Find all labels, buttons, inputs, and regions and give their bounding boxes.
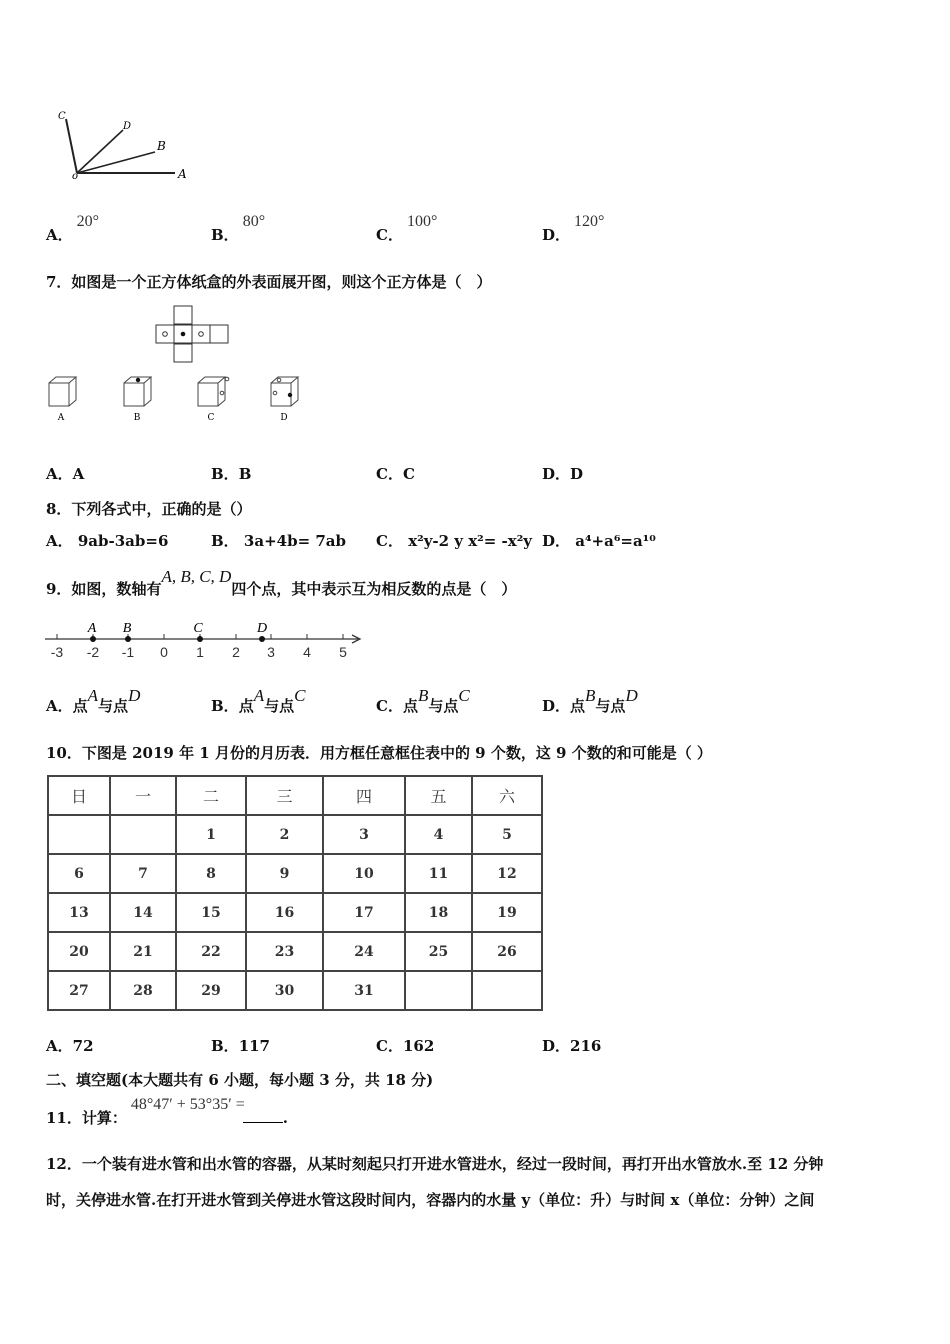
q9-option-b: B．点A与点C — [211, 686, 306, 715]
q7-option-a: A．A — [46, 465, 85, 483]
calendar-cell: 21 — [110, 932, 176, 971]
q10-option-d: D．216 — [542, 1037, 602, 1055]
q9-option-d: D．点B与点D — [542, 686, 638, 715]
calendar-cell: 30 — [246, 971, 323, 1010]
calendar-header-cell: 二 — [176, 776, 246, 815]
q6-option-c: C．100° — [376, 213, 438, 244]
calendar-row — [48, 932, 542, 971]
point-label: C — [193, 621, 203, 636]
calendar-header-cell: 日 — [48, 776, 110, 815]
calendar-cell: 12 — [472, 854, 542, 893]
calendar-cell: 26 — [472, 932, 542, 971]
q7-option-d: D．D — [542, 465, 584, 483]
calendar-row — [48, 971, 542, 1010]
calendar-cell — [48, 815, 110, 854]
fig-label: C — [58, 111, 66, 122]
axis-tick: 0 — [160, 644, 168, 660]
point-c — [197, 636, 203, 642]
calendar-cell: 11 — [405, 854, 472, 893]
calendar-table — [47, 775, 543, 1011]
calendar-cell: 24 — [323, 932, 405, 971]
q7-text: 7．如图是一个正方体纸盒的外表面展开图，则这个正方体是（ ） — [46, 273, 492, 291]
calendar-cell: 14 — [110, 893, 176, 932]
cube-net-figure — [153, 304, 233, 366]
q8-option-b: B． 3a+4b= 7ab — [211, 532, 347, 550]
q10-option-c: C．162 — [376, 1037, 435, 1055]
q8-option-a: A． 9ab-3ab=6 — [46, 532, 169, 550]
calendar-cell: 29 — [176, 971, 246, 1010]
q9-option-c: C．点B与点C — [376, 686, 470, 715]
q11-answer-blank — [243, 1122, 283, 1123]
point-b — [125, 636, 131, 642]
point-label: B — [122, 621, 132, 636]
calendar-header-cell: 六 — [472, 776, 542, 815]
calendar-cell: 17 — [323, 893, 405, 932]
q10-text: 10．下图是 2019 年 1 月份的月历表．用方框任意框住表中的 9 个数，这 9 个数的和可能是（ ） — [46, 744, 712, 762]
axis-tick: -1 — [121, 644, 135, 660]
q6-option-b: B．80° — [211, 213, 266, 244]
q9-points: A, B, C, D — [161, 567, 232, 586]
cube-options-figure — [44, 373, 314, 425]
q11-text: 11．计算：48°47′ + 53°35′ =. — [46, 1096, 288, 1127]
calendar-cell: 8 — [176, 854, 246, 893]
axis-tick: 5 — [339, 644, 347, 660]
calendar-cell: 25 — [405, 932, 472, 971]
q12-line-1: 12．一个装有进水管和出水管的容器，从某时刻起只打开进水管进水，经过一段时间，再打开出水管放水.至 12 分钟 — [46, 1155, 824, 1173]
fig-label: A — [178, 167, 187, 181]
calendar-cell — [405, 971, 472, 1010]
q7-option-c: C．C — [376, 465, 415, 483]
point-label: A — [87, 621, 97, 636]
calendar-cell — [472, 971, 542, 1010]
fig-label: D — [123, 121, 132, 132]
cube-label: D — [280, 413, 288, 423]
calendar-header-cell: 一 — [110, 776, 176, 815]
q11-expression: 48°47′ + 53°35′ = — [130, 1096, 245, 1113]
calendar-row — [48, 893, 542, 932]
point-label: D — [256, 621, 268, 636]
number-line-figure — [40, 615, 370, 663]
calendar-cell: 28 — [110, 971, 176, 1010]
cube-a — [49, 377, 76, 406]
axis-tick: -2 — [86, 644, 100, 660]
calendar-cell: 20 — [48, 932, 110, 971]
calendar-cell: 13 — [48, 893, 110, 932]
q6-option-d: D．120° — [542, 213, 605, 244]
q7-option-b: B．B — [211, 465, 252, 483]
calendar-header-cell: 五 — [405, 776, 472, 815]
calendar-cell: 5 — [472, 815, 542, 854]
section-heading: 二、填空题(本大题共有 6 小题，每小题 3 分，共 18 分) — [46, 1071, 434, 1089]
angle-figure — [50, 105, 200, 190]
calendar-cell: 16 — [246, 893, 323, 932]
fig-label: B — [157, 139, 166, 153]
axis-tick: 3 — [267, 644, 275, 660]
point-a — [90, 636, 96, 642]
q8-option-c: C． x²y-2 y x²= -x²y — [376, 532, 532, 550]
calendar-cell: 1 — [176, 815, 246, 854]
calendar-cell: 9 — [246, 854, 323, 893]
cube-label: A — [57, 413, 65, 423]
q10-option-b: B．117 — [211, 1037, 270, 1055]
calendar-cell: 27 — [48, 971, 110, 1010]
calendar-cell: 7 — [110, 854, 176, 893]
calendar-row — [48, 854, 542, 893]
ray-oc — [66, 119, 77, 173]
fig-label: o — [72, 171, 79, 182]
calendar-cell: 4 — [405, 815, 472, 854]
calendar-cell: 22 — [176, 932, 246, 971]
calendar-cell: 2 — [246, 815, 323, 854]
calendar-cell: 18 — [405, 893, 472, 932]
cube-label: B — [133, 413, 141, 423]
calendar-cell: 19 — [472, 893, 542, 932]
q12-line-2: 时，关停进水管.在打开进水管到关停进水管这段时间内，容器内的水量 y（单位：升）与时间 x（单位：分钟）之间 — [46, 1191, 815, 1209]
point-d — [259, 636, 265, 642]
axis-tick: 2 — [232, 644, 240, 660]
calendar-header-cell: 三 — [246, 776, 323, 815]
axis-tick: 1 — [196, 644, 204, 660]
q8-option-d: D． a⁴+a⁶=a¹⁰ — [542, 532, 656, 550]
calendar-cell: 6 — [48, 854, 110, 893]
q9-option-a: A．点A与点D — [46, 686, 141, 715]
calendar-header-cell: 四 — [323, 776, 405, 815]
calendar-cell — [110, 815, 176, 854]
calendar-cell: 23 — [246, 932, 323, 971]
q6-option-a: A．20° — [46, 213, 100, 244]
calendar-header-row — [48, 776, 542, 815]
q10-option-a: A．72 — [46, 1037, 94, 1055]
calendar-cell: 10 — [323, 854, 405, 893]
calendar-cell: 31 — [323, 971, 405, 1010]
calendar-row — [48, 815, 542, 854]
axis-tick: -3 — [50, 644, 64, 660]
cube-label: C — [207, 413, 215, 423]
calendar-cell: 3 — [323, 815, 405, 854]
q8-text: 8．下列各式中，正确的是（） — [46, 500, 252, 518]
q9-text: 9．如图，数轴有A, B, C, D四个点，其中表示互为相反数的点是（ ） — [46, 567, 517, 598]
calendar-cell: 15 — [176, 893, 246, 932]
axis-tick: 4 — [303, 644, 311, 660]
